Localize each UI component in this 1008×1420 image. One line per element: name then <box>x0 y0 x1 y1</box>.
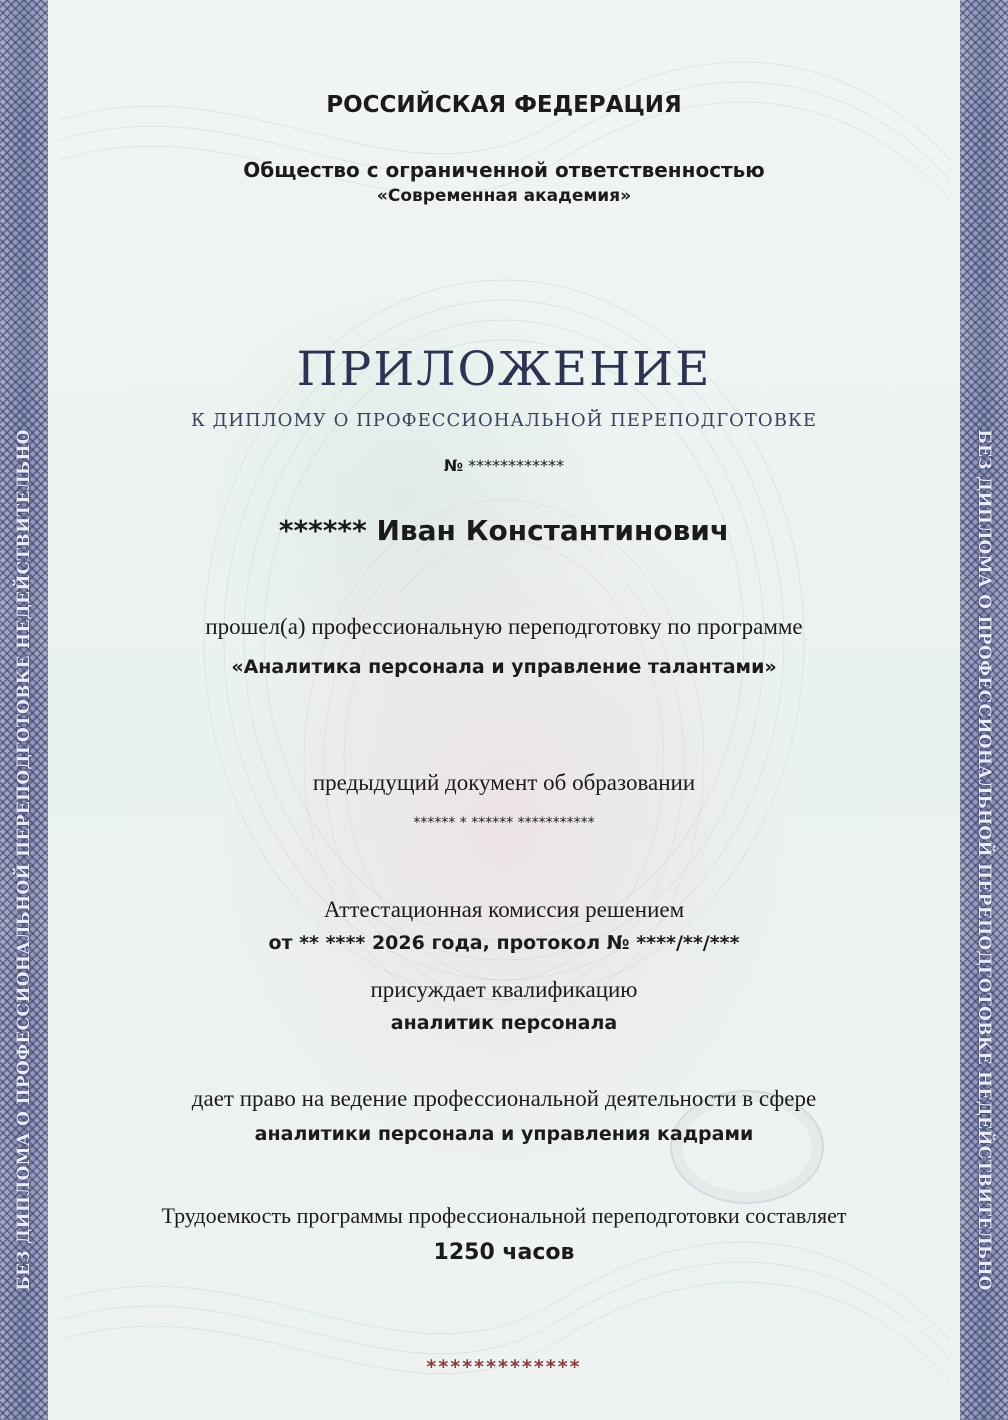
document-title: ПРИЛОЖЕНИЕ <box>296 342 712 397</box>
program-passed-text: прошел(а) профессиональную переподготовку по программе <box>205 614 803 639</box>
right-security-border <box>960 0 1008 1420</box>
previous-document-value: ****** * ****** *********** <box>413 815 595 831</box>
program-hours-value: 1250 часов <box>433 1240 575 1265</box>
rights-area: аналитики персонала и управления кадрами <box>254 1123 754 1145</box>
commission-text: Аттестационная комиссия решением <box>323 897 685 922</box>
rights-text: дает право на ведение профессиональной деятельности в сфере <box>191 1086 817 1111</box>
left-border-caption: БЕЗ ДИПЛОМА О ПРОФЕССИОНАЛЬНОЙ ПЕРЕПОДГОТОВКЕ НЕДЕЙСТВИТЕЛЬНО <box>14 429 34 1291</box>
awards-qualification-text: присуждает квалификацию <box>370 977 638 1002</box>
number-value: ************ <box>468 456 565 475</box>
country-heading: РОССИЙСКАЯ ФЕДЕРАЦИЯ <box>326 92 682 118</box>
recipient-name: ****** Иван Константинович <box>278 514 730 547</box>
footer-serial-code: ************* <box>426 1356 582 1378</box>
right-border-caption: БЕЗ ДИПЛОМА О ПРОФЕССИОНАЛЬНОЙ ПЕРЕПОДГОТОВКЕ НЕДЕЙСТВИТЕЛЬНО <box>974 429 994 1291</box>
document-number <box>60 456 948 475</box>
program-name: «Аналитика персонала и управление талантами» <box>231 656 777 678</box>
number-sign: № <box>443 456 464 475</box>
commission-decision: от ** **** 2026 года, протокол № ****/**/*** <box>268 932 740 954</box>
organization-name: «Современная академия» <box>376 186 632 206</box>
document-subtitle: К ДИПЛОМУ О ПРОФЕССИОНАЛЬНОЙ ПЕРЕПОДГОТОВКЕ <box>190 410 817 431</box>
organization-type: Общество с ограниченной ответственностью <box>243 158 765 182</box>
left-security-border <box>0 0 48 1420</box>
previous-document-label: предыдущий документ об образовании <box>312 770 696 795</box>
qualification-name: аналитик персонала <box>390 1012 618 1034</box>
program-hours-label: Трудоемкость программы профессиональной переподготовки составляет <box>161 1203 847 1228</box>
